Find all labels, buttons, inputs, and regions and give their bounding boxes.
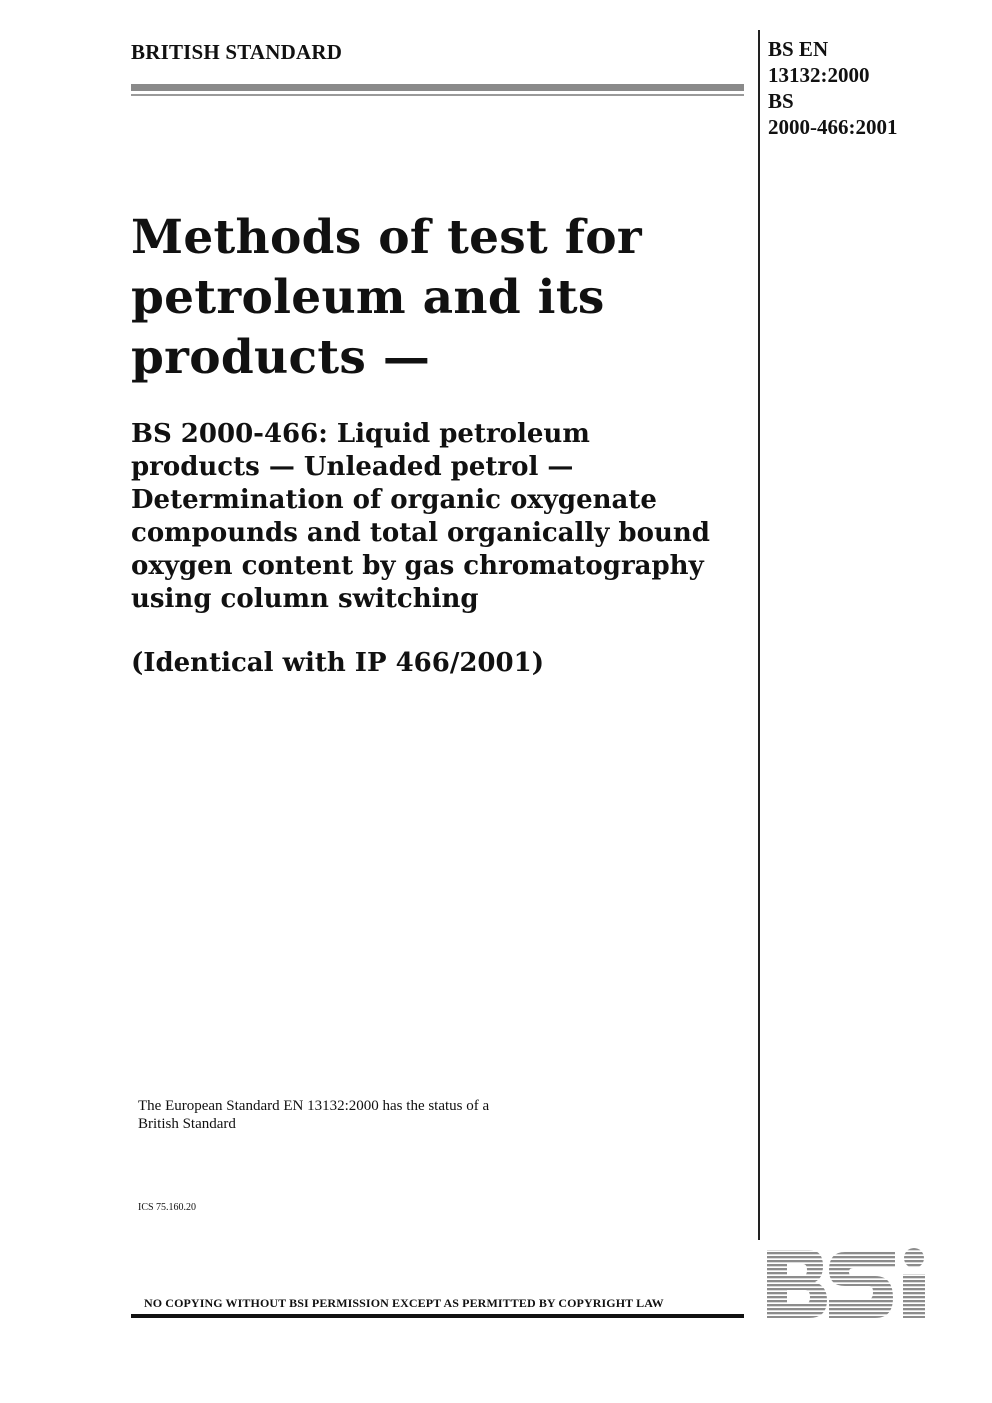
identical-with-note: (Identical with IP 466/2001) [131, 648, 545, 678]
subtitle-line: Determination of organic oxygenate [131, 485, 657, 515]
standard-number-line: 2000-466:2001 [768, 115, 898, 139]
bsi-logo-icon [763, 1244, 941, 1324]
subtitle-line: oxygen content by gas chromatography [131, 551, 704, 581]
header-rule-thick [131, 84, 744, 91]
subtitle-line: using column switching [131, 584, 479, 614]
status-line: British Standard [138, 1116, 236, 1132]
title-line: Methods of test for [131, 210, 642, 265]
standard-number-line: 13132:2000 [768, 63, 870, 87]
column-divider [758, 30, 760, 1240]
document-title [131, 208, 731, 388]
footer-rule [131, 1314, 744, 1318]
title-line: products — [131, 330, 431, 385]
status-line: The European Standard EN 13132:2000 has the status of a [138, 1098, 490, 1114]
header-rule-thin [131, 94, 744, 96]
document-subtitle [131, 418, 741, 616]
title-line: petroleum and its [131, 270, 605, 325]
subtitle-line: products — Unleaded petrol — [131, 452, 574, 482]
document-type-label: BRITISH STANDARD [131, 40, 343, 64]
subtitle-line: BS 2000-466: Liquid petroleum [131, 419, 590, 449]
standard-number-line: BS EN [768, 37, 829, 61]
copyright-notice: NO COPYING WITHOUT BSI PERMISSION EXCEPT AS PERMITTED BY COPYRIGHT LAW [144, 1296, 664, 1310]
ics-code: ICS 75.160.20 [138, 1202, 197, 1213]
status-statement [138, 1097, 578, 1133]
standard-numbers [768, 36, 898, 140]
subtitle-line: compounds and total organically bound [131, 518, 710, 548]
standard-number-line: BS [768, 89, 794, 113]
